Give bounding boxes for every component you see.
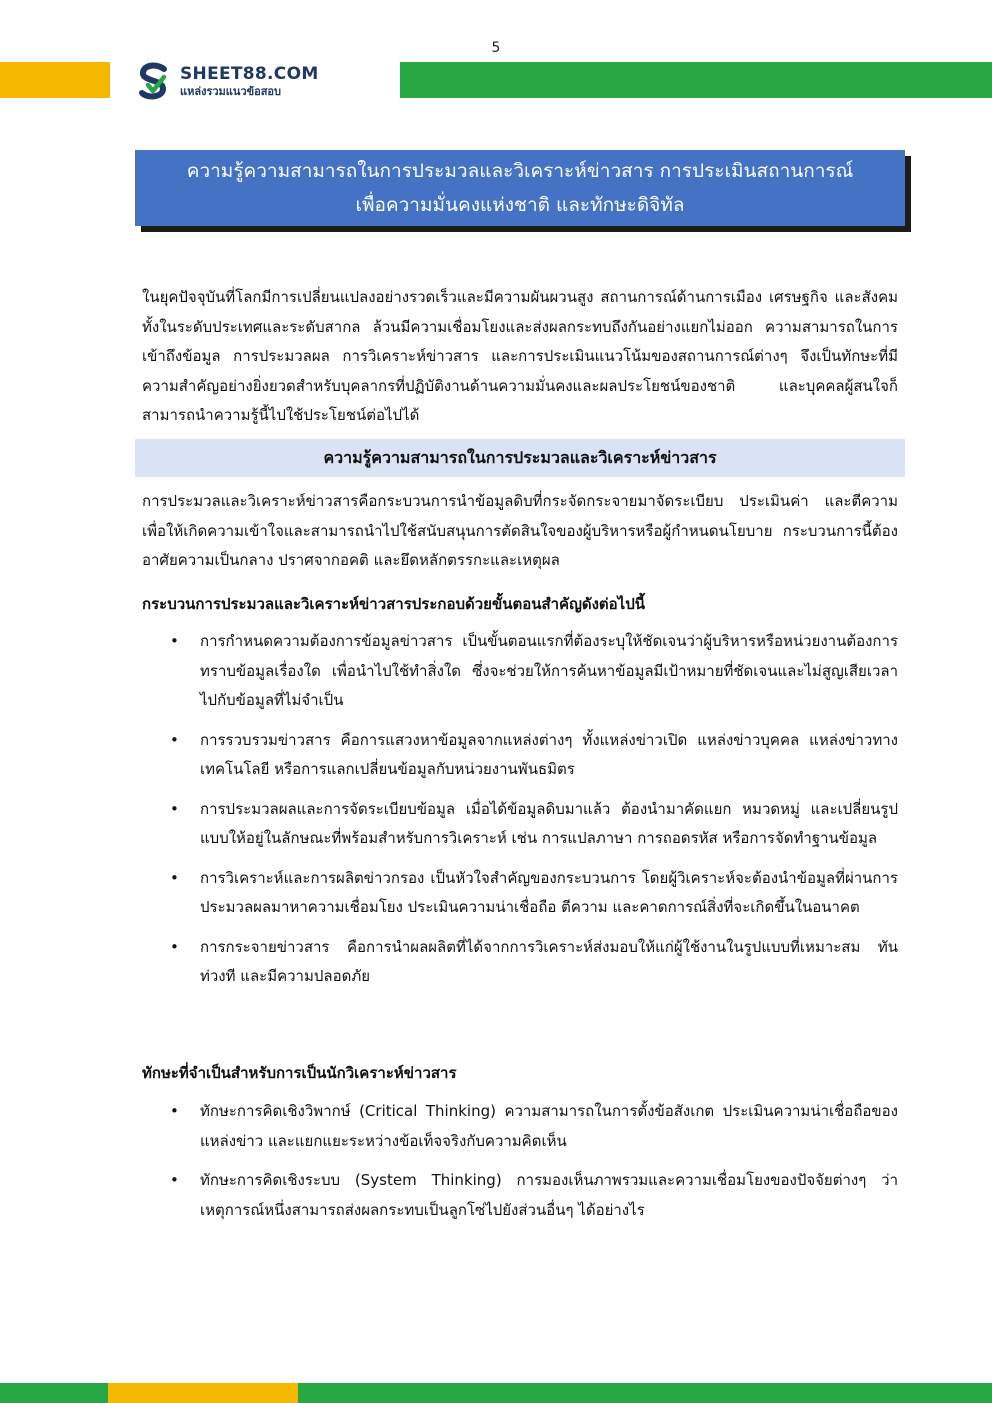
list-item xyxy=(142,1166,898,1225)
bullet-icon: • xyxy=(170,730,179,749)
section-band: ความรู้ความสามารถในการประมวลและวิเคราะห์ข่าวสาร xyxy=(135,439,905,477)
top-bar-green xyxy=(400,62,992,98)
bottom-bar-yellow xyxy=(108,1383,298,1403)
list-item-text: การกระจายข่าวสาร คือการนำผลผลิตที่ได้จากการวิเคราะห์ส่งมอบให้แก่ผู้ใช้งานในรูปแบบที่เหมาะสม ทันท่วงที และมีความปลอดภัย xyxy=(200,937,898,985)
list-item xyxy=(142,1097,898,1156)
list-item-text: การประมวลผลและการจัดระเบียบข้อมูล เมื่อได้ข้อมูลดิบมาแล้ว ต้องนำมาคัดแยก หมวดหมู่ และเปลี่ยนรูปแบบให้อยู่ในลักษณะที่พร้อมสำหรับการวิเคราะห์ เช่น การแปลภาษา การถอดรหัส หรือการจัดทำฐานข้อมูล xyxy=(200,799,898,847)
page-number: 5 xyxy=(491,40,501,56)
steps-heading: กระบวนการประมวลและวิเคราะห์ข่าวสารประกอบด้วยขั้นตอนสำคัญดังต่อไปนี้ xyxy=(142,595,645,613)
bullet-icon: • xyxy=(170,1171,179,1189)
list-item xyxy=(142,795,898,854)
skills-heading: ทักษะที่จำเป็นสำหรับการเป็นนักวิเคราะห์ข่าวสาร xyxy=(142,1064,457,1082)
list-item-text: การวิเคราะห์และการผลิตข่าวกรอง เป็นหัวใจสำคัญของกระบวนการ โดยผู้วิเคราะห์จะต้องนำข้อมูลที่ผ่านการประมวลผลมาหาความเชื่อมโยง ประเมินความน่าเชื่อถือ ตีความ และคาดการณ์สิ่งที่จะเกิดขึ้นในอนาคต xyxy=(200,868,898,916)
intro-paragraph: ในยุคปัจจุบันที่โลกมีการเปลี่ยนแปลงอย่างรวดเร็วและมีความผันผวนสูง สถานการณ์ด้านการเมือง เศรษฐกิจ และสังคม ทั้งในระดับประเทศและระดับสากล ล้วนมีความเชื่อมโยงและส่งผลกระทบถึงกันอย่างแยกไม่ออก ความสามารถในการเข้าถึงข้อมูล การประมวลผล การวิเคราะห์ข่าวสาร และการประเมินแนวโน้มของสถานการณ์ต่างๆ จึงเป็นทักษะที่มีความสำคัญอย่างยิ่งยวดสำหรับบุคลากรที่ปฏิบัติงานด้านความมั่นคงและผลประโยชน์ของชาติ และบุคคลผู้สนใจก็สามารถนำความรู้นี้ไปใช้ประโยชน์ต่อไปได้ xyxy=(142,288,898,424)
skills-list xyxy=(142,1097,898,1235)
logo-subtitle: แหล่งรวมแนวข้อสอบ xyxy=(180,84,282,98)
bullet-icon: • xyxy=(170,799,179,818)
list-item xyxy=(142,726,898,785)
main-heading-line2: เพื่อความมั่นคงแห่งชาติ และทักษะดิจิทัล xyxy=(355,194,685,216)
top-bar-yellow xyxy=(0,62,110,98)
logo xyxy=(134,60,319,102)
list-item-text: การกำหนดความต้องการข้อมูลข่าวสาร เป็นขั้นตอนแรกที่ต้องระบุให้ชัดเจนว่าผู้บริหารหรือหน่วยงานต้องการทราบข้อมูลเรื่องใด เพื่อนำไปใช้ทำสิ่งใด ซึ่งจะช่วยให้การค้นหาข้อมูลมีเป้าหมายที่ชัดเจนและไม่สูญเสียเวลาไปกับข้อมูลที่ไม่จำเป็น xyxy=(200,632,898,709)
list-item-text: การรวบรวมข่าวสาร คือการแสวงหาข้อมูลจากแหล่งต่างๆ ทั้งแหล่งข่าวเปิด แหล่งข่าวบุคคล แหล่งข่าวทางเทคโนโลยี หรือการแลกเปลี่ยนข้อมูลกับหน่วยงานพันธมิตร xyxy=(200,730,898,778)
main-heading xyxy=(135,150,905,226)
steps-list xyxy=(142,627,898,1002)
section-paragraph: การประมวลและวิเคราะห์ข่าวสารคือกระบวนการนำข้อมูลดิบที่กระจัดกระจายมาจัดระเบียบ ประเมินค่า และตีความ เพื่อให้เกิดความเข้าใจและสามารถนำไปใช้สนับสนุนการตัดสินใจของผู้บริหารหรือผู้กำหนดนโยบาย กระบวนการนี้ต้องอาศัยความเป็นกลาง ปราศจากอคติ และยึดหลักตรรกะและเหตุผล xyxy=(142,492,898,569)
list-item xyxy=(142,627,898,716)
list-item-text: ทักษะการคิดเชิงระบบ (System Thinking) การมองเห็นภาพรวมและความเชื่อมโยงของปัจจัยต่างๆ ว่าเหตุการณ์หนึ่งสามารถส่งผลกระทบเป็นลูกโซ่ไปยังส่วนอื่นๆ ได้อย่างไร xyxy=(200,1171,898,1219)
logo-title: SHEET88.COM xyxy=(180,63,319,84)
bullet-icon: • xyxy=(170,632,179,650)
list-item xyxy=(142,933,898,992)
logo-s-icon xyxy=(134,61,174,101)
bullet-icon: • xyxy=(170,868,179,887)
list-item xyxy=(142,864,898,923)
list-item-text: ทักษะการคิดเชิงวิพากษ์ (Critical Thinking) ความสามารถในการตั้งข้อสังเกต ประเมินความน่าเชื่อถือของแหล่งข่าว และแยกแยะระหว่างข้อเท็จจริงกับความคิดเห็น xyxy=(200,1102,898,1150)
bullet-icon: • xyxy=(170,937,179,956)
main-heading-line1: ความรู้ความสามารถในการประมวลและวิเคราะห์ข่าวสาร การประเมินสถานการณ์ xyxy=(186,160,854,182)
bullet-icon: • xyxy=(170,1102,179,1120)
